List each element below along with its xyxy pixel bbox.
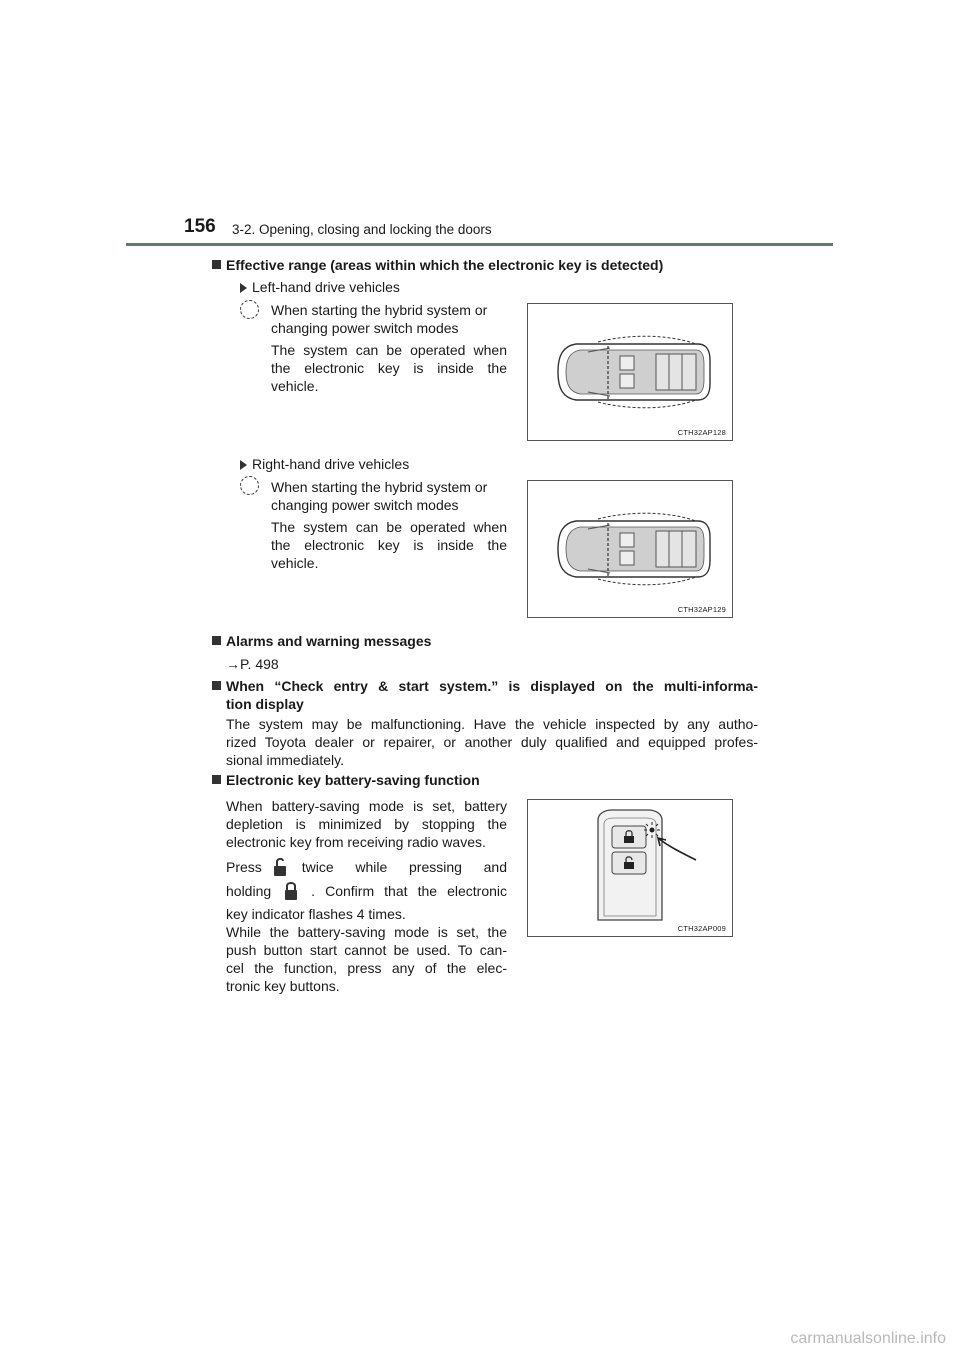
watermark: carmanualsonline.info bbox=[790, 1330, 946, 1347]
triangle-bullet-icon bbox=[240, 460, 247, 470]
page-number: 156 bbox=[184, 216, 216, 237]
section-title: 3-2. Opening, closing and locking the doors bbox=[232, 222, 492, 237]
alarms-heading: Alarms and warning messages bbox=[212, 632, 431, 650]
car-top-view-lhd bbox=[528, 304, 732, 440]
key-figure bbox=[527, 799, 733, 937]
lhd-figure bbox=[527, 303, 733, 441]
rhd-legend: When starting the hybrid system or changing power switch modes bbox=[271, 479, 488, 513]
press-instruction: Press twice while pressing and bbox=[226, 859, 507, 875]
battery-saving-heading: Electronic key battery-saving function bbox=[212, 771, 480, 789]
square-bullet-icon bbox=[212, 636, 221, 645]
car-top-view-rhd bbox=[528, 481, 732, 617]
dashed-circle-icon bbox=[240, 476, 259, 495]
battery-saving-intro: When battery-saving mode is set, battery depletion is minimized by stopping the electronic key from receiving radio waves. bbox=[226, 798, 507, 850]
rhd-subheading: Right-hand drive vehicles bbox=[240, 455, 409, 473]
figure-code: CTH32AP129 bbox=[677, 605, 726, 614]
dashed-circle-icon bbox=[240, 300, 259, 319]
square-bullet-icon bbox=[212, 260, 221, 269]
square-bullet-icon bbox=[212, 775, 221, 784]
unlock-icon bbox=[262, 857, 302, 877]
figure-code: CTH32AP128 bbox=[677, 428, 726, 437]
lhd-subheading: Left-hand drive vehicles bbox=[240, 278, 400, 296]
lhd-legend: When starting the hybrid system or changing power switch modes bbox=[271, 302, 488, 336]
hold-instruction: holding . Confirm that the electronic bbox=[226, 883, 507, 899]
battery-saving-details: key indicator flashes 4 times. While the battery-saving mode is set, the push button start cannot be used. To can- cel the function, press any of the elec- tronic key buttons. bbox=[226, 906, 507, 994]
rhd-figure bbox=[527, 480, 733, 618]
header-rule bbox=[126, 243, 833, 246]
check-entry-heading: When “Check entry & start system.” is displayed on the multi-informa- tion display bbox=[212, 677, 758, 713]
rhd-description: The system can be operated when the electronic key is inside the vehicle. bbox=[271, 519, 507, 571]
lhd-description: The system can be operated when the electronic key is inside the vehicle. bbox=[271, 342, 507, 394]
triangle-bullet-icon bbox=[240, 283, 247, 293]
lock-icon bbox=[271, 881, 311, 901]
check-entry-body: The system may be malfunctioning. Have the vehicle inspected by any autho- rized Toyota dealer or repairer, or another duly qualified and equipped profes- sional immediately. bbox=[226, 716, 758, 768]
effective-range-heading: Effective range (areas within which the electronic key is detected) bbox=[212, 256, 663, 274]
figure-code: CTH32AP009 bbox=[677, 924, 726, 933]
alarms-page-ref: →P. 498 bbox=[226, 656, 279, 672]
electronic-key-illustration bbox=[528, 800, 732, 936]
square-bullet-icon bbox=[212, 681, 221, 690]
